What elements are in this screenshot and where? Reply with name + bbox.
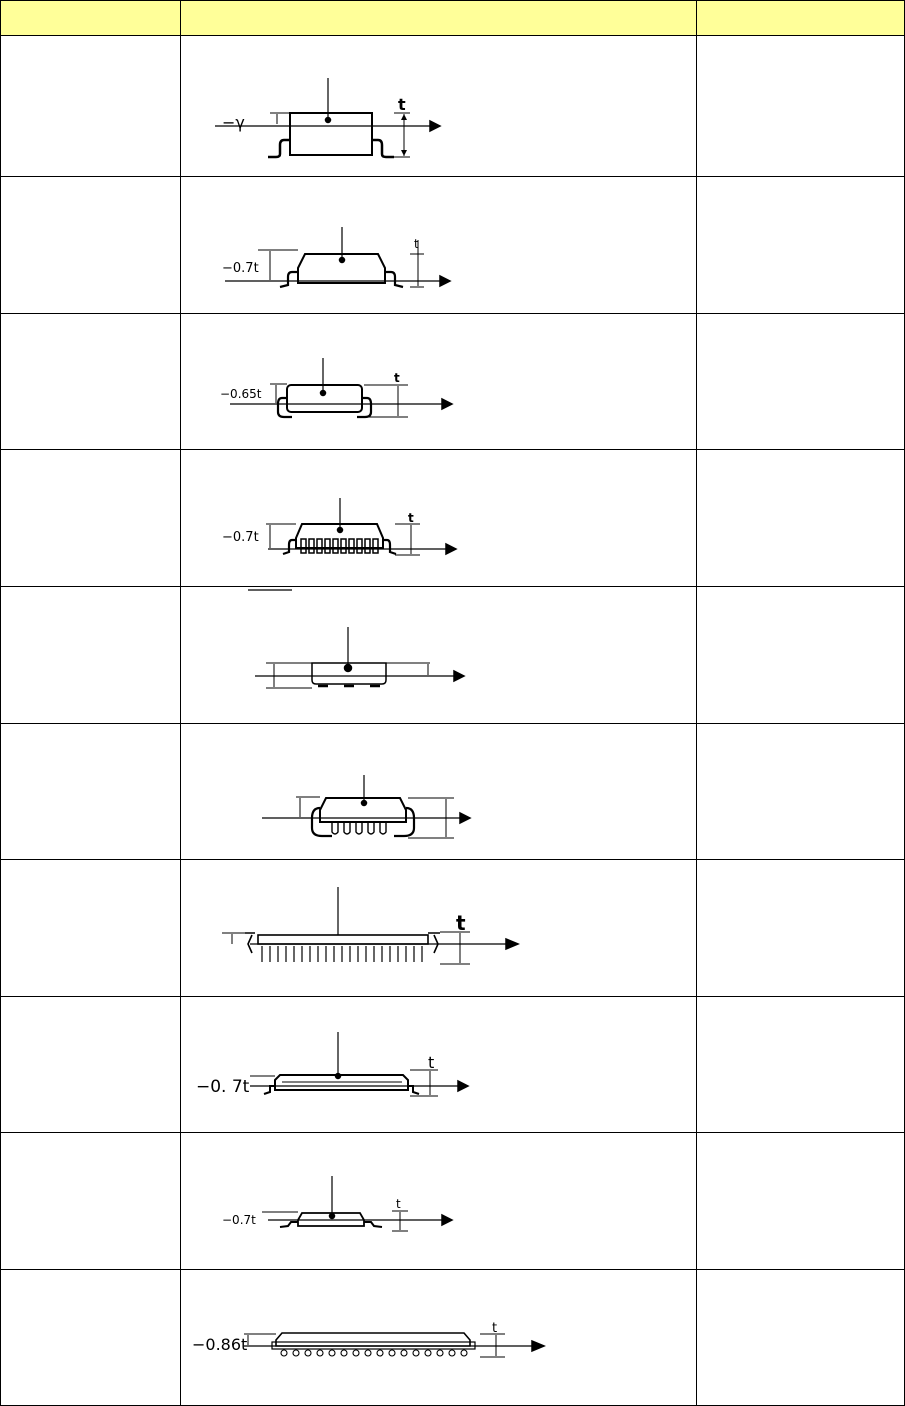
package-diagram-7 [222, 887, 518, 964]
package-diagram-4 [266, 498, 456, 555]
package-diagram-8 [250, 1032, 468, 1096]
row-4-label-right: t [408, 511, 414, 525]
package-diagram-9 [262, 1176, 452, 1231]
row-8-label-left: −0. 7t [196, 1077, 250, 1097]
package-diagram-2 [225, 227, 450, 287]
package-diagram-10 [244, 1333, 544, 1357]
row-1-label-left: −γ [222, 113, 245, 132]
row-7-label-right: t [456, 911, 466, 935]
package-diagram-1 [215, 78, 440, 157]
row-4-label-left: −0.7t [222, 530, 259, 545]
package-diagram-5 [248, 590, 464, 688]
row-8-label-right: t [428, 1053, 435, 1072]
row-9-label-left: −0.7t [222, 1213, 256, 1227]
row-2-label-left: −0.7t [222, 261, 259, 276]
row-9-label-right: t [396, 1197, 401, 1211]
row-10-label-right: t [492, 1321, 498, 1336]
row-3-label-left: −0.65t [220, 387, 262, 401]
row-2-label-right: t [414, 237, 419, 251]
package-diagram-6 [262, 775, 470, 838]
row-1-label-right: t [398, 95, 406, 114]
row-10-label-left: −0.86t [192, 1335, 248, 1354]
row-3-label-right: t [394, 371, 400, 385]
package-diagram-3 [230, 358, 452, 417]
